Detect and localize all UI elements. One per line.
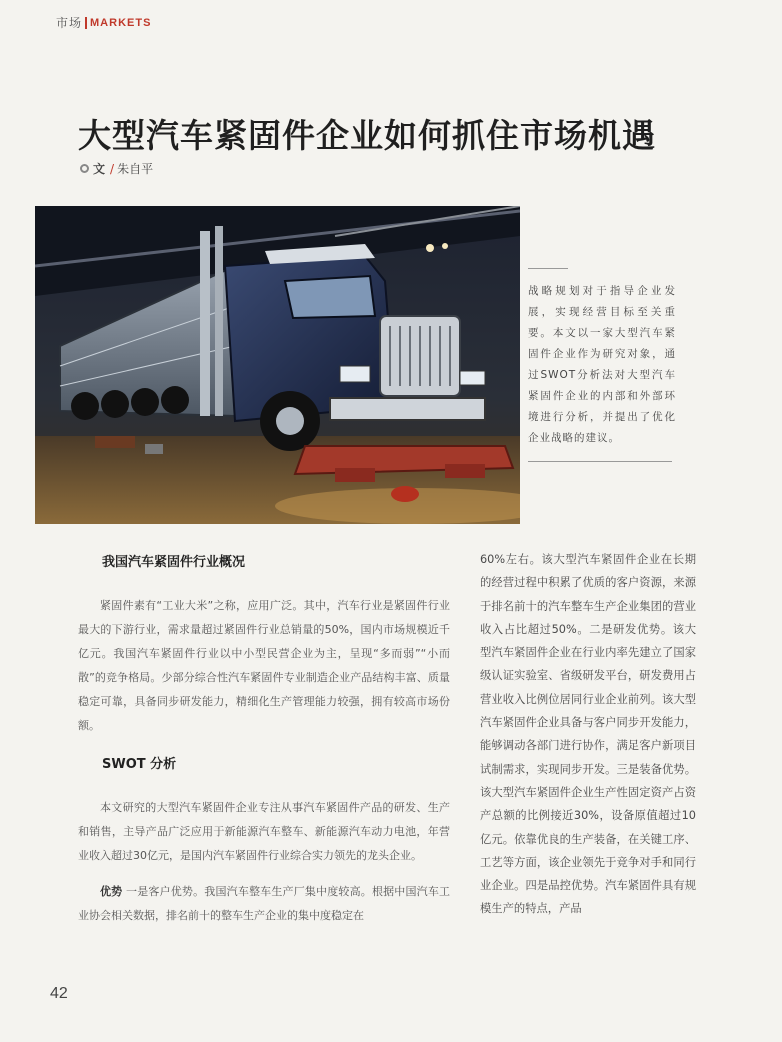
paragraph-text: 一是客户优势。我国汽车整车生产厂集中度较高。根据中国汽车工业协会相关数据，排名前十的整车生产企业的集中度稳定在	[78, 885, 451, 922]
paragraph: 紧固件素有“工业大米”之称，应用广泛。其中，汽车行业是紧固件行业最大的下游行业，需求量超过紧固件行业总销量的50%，国内市场规模近千亿元。我国汽车紧固件行业以中小型民营企业为主，呈现“多而弱”“小而散”的竞争格局。少部分综合性汽车紧固件专业制造企业产品结构丰富、质量稳定可靠，具备同步研发能力，精细化生产管理能力较强，拥有较高市场份额。	[78, 599, 450, 732]
hero-image	[35, 206, 520, 524]
section-divider	[85, 17, 87, 29]
bullet-icon	[80, 164, 89, 173]
left-column	[78, 548, 450, 940]
page-number: 42	[50, 985, 68, 1002]
section-label-en: MARKETS	[90, 16, 152, 29]
section-header	[56, 14, 151, 31]
article-title: 大型汽车紧固件企业如何抓住市场机遇	[78, 116, 656, 155]
section-heading-overview: 我国汽车紧固件行业概况	[102, 555, 246, 570]
byline-label: 文	[93, 162, 106, 176]
paragraph: 本文研究的大型汽车紧固件企业专注从事汽车紧固件产品的研发、生产和销售，主导产品广泛应用于新能源汽车整车、新能源汽车动力电池，年营业收入超过30亿元，是国内汽车紧固件行业综合实力领先的龙头企业。	[78, 801, 450, 862]
section-label-cn: 市场	[56, 16, 83, 30]
abstract-box	[528, 268, 676, 462]
abstract-text: 战略规划对于指导企业发展，实现经营目标至关重要。本文以一家大型汽车紧固件企业作为研究对象，通过SWOT分析法对大型汽车紧固件企业的内部和外部环境进行分析，并提出了优化企业战略的建议。	[528, 285, 676, 444]
author-name: 朱自平	[117, 162, 154, 176]
abstract-bottom-rule	[528, 461, 672, 462]
paragraph	[78, 880, 450, 928]
right-column: 60%左右。该大型汽车紧固件企业在长期的经营过程中积累了优质的客户资源，来源于排名前十的汽车整车生产企业集团的营业收入占比超过50%。二是研发优势。该大型汽车紧固件企业在行业内率先建立了国家级认证实验室、省级研发平台，研发费用占营业收入比例位居同行业企业前列。该大型汽车紧固件企业具备与客户同步开发能力，能够调动各部门进行协作，满足客户新项目试制需求，实现同步开发。三是装备优势。该大型汽车紧固件企业生产性固定资产占资产总额的比例接近30%，设备原值超过10亿元。依靠优良的生产装备，在关键工序、工艺等方面，该企业领先于竞争对手和同行业企业。四是品控优势。汽车紧固件具有规模生产的特点，产品	[480, 553, 696, 916]
byline-separator: /	[110, 161, 115, 176]
abstract-top-rule	[528, 268, 568, 269]
inline-heading-strength: 优势	[100, 885, 123, 898]
section-heading-swot: SWOT 分析	[102, 757, 177, 772]
byline	[80, 160, 153, 177]
